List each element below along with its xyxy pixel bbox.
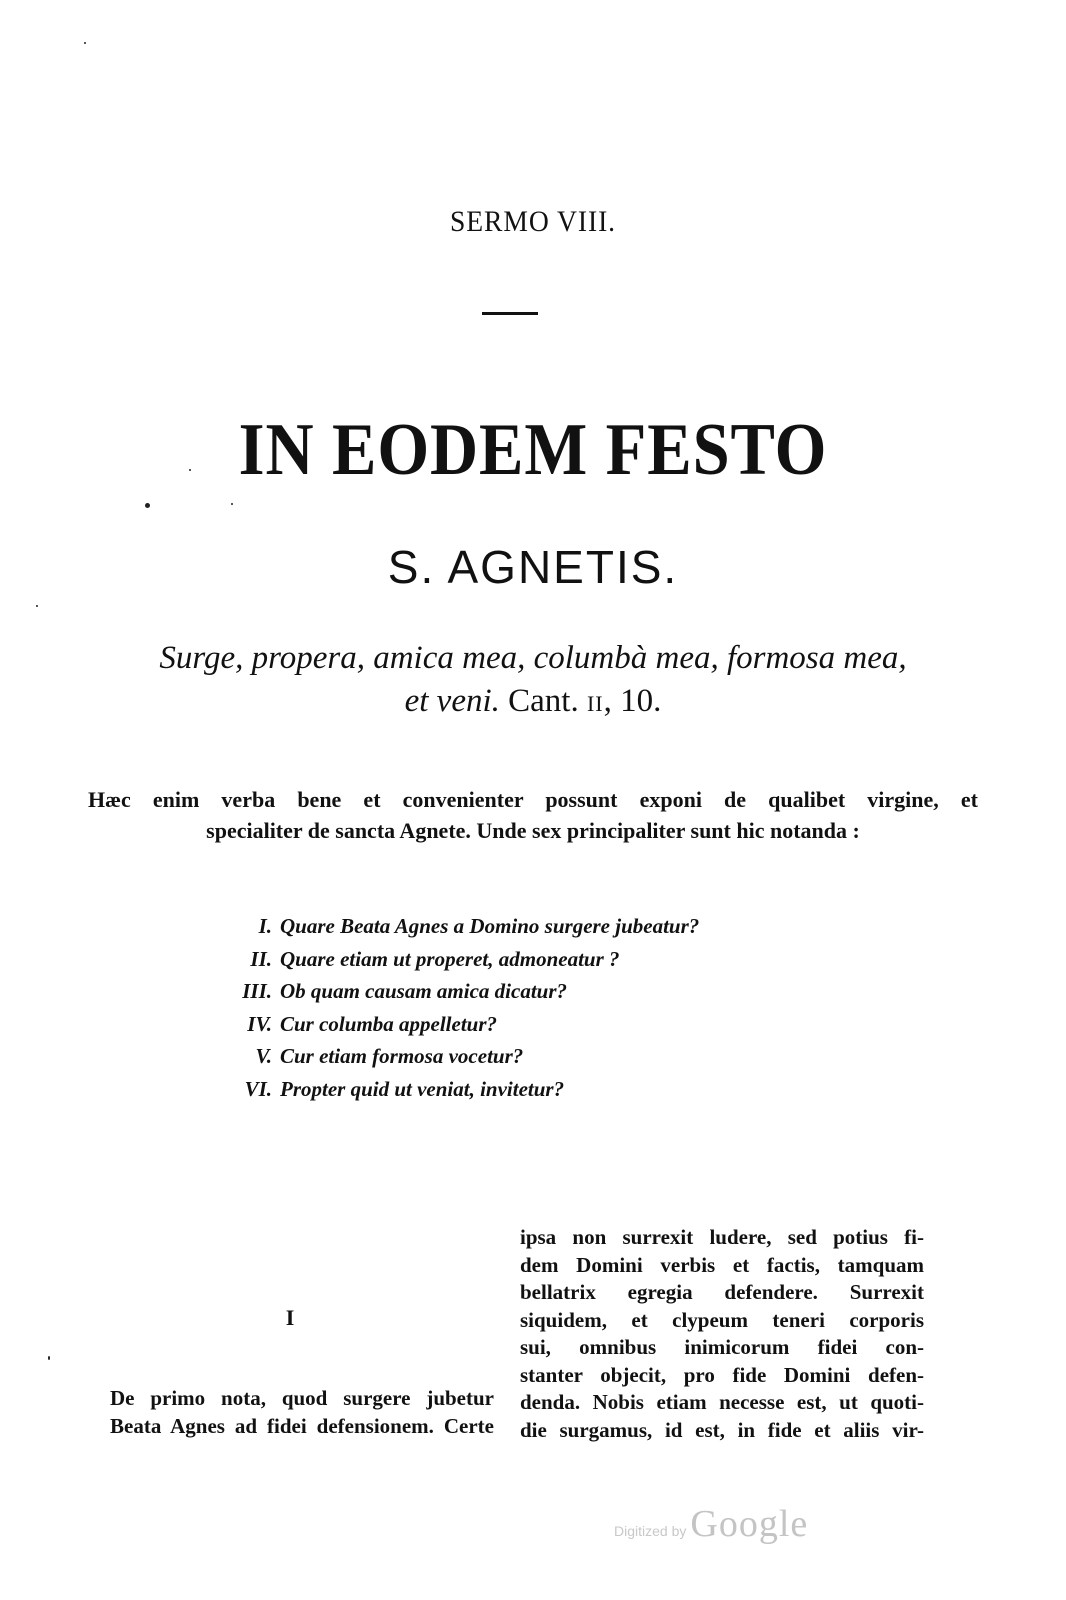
body-line: sui, omnibus inimicorum fidei con- [520, 1335, 924, 1359]
question-text: Cur columba appelletur? [280, 1011, 498, 1036]
question-numeral: IV. [247, 1011, 272, 1036]
question-list [200, 910, 699, 1105]
intro-line-1: Hæc enim verba bene et convenienter possunt exponi de qualibet virgine, et [88, 787, 978, 812]
question-item [200, 1073, 699, 1106]
page-title: IN EODEM FESTO [238, 409, 828, 491]
scan-speck [145, 503, 150, 508]
question-numeral: II. [250, 946, 272, 971]
question-item [200, 910, 699, 943]
section-number: I [285, 1305, 295, 1330]
body-line: denda. Nobis etiam necesse est, ut quoti- [520, 1390, 924, 1414]
title-rule [482, 312, 538, 315]
question-numeral: VI. [244, 1076, 272, 1101]
body-line: dem Domini verbis et factis, tamquam [520, 1252, 924, 1277]
digitization-watermark [614, 1502, 808, 1546]
question-text: Quare etiam ut properet, admoneatur ? [280, 946, 620, 971]
watermark-prefix: Digitized by [614, 1523, 687, 1539]
question-text: Cur etiam formosa vocetur? [280, 1044, 524, 1068]
verse-closing-words: et veni. [404, 683, 500, 719]
question-text: Ob quam causam amica dicatur? [280, 979, 568, 1003]
scan-speck [84, 42, 86, 44]
verse-line-2 [0, 683, 1066, 720]
body-line: die surgamus, id est, in fide et aliis vir- [520, 1417, 924, 1442]
verse-line-1: Surge, propera, amica mea, columbà mea, formosa mea, [159, 640, 907, 676]
body-line: bellatrix egregia defendere. Surrexit [520, 1280, 924, 1304]
verse-reference-suffix: , 10. [603, 683, 662, 719]
intro-line-2: specialiter de sancta Agnete. Unde sex principaliter sunt hic notanda : [206, 818, 860, 843]
left-column [110, 1385, 494, 1440]
question-numeral: III. [242, 979, 272, 1003]
body-line: ipsa non surrexit ludere, sed potius fi- [520, 1225, 924, 1249]
body-line: De primo nota, quod surgere jubetur [110, 1386, 494, 1410]
sermon-number: SERMO VIII. [449, 205, 617, 238]
question-numeral: V. [255, 1044, 272, 1068]
verse-reference-prefix: Cant. [508, 683, 579, 719]
question-text: Propter quid ut veniat, invitetur? [280, 1076, 565, 1101]
question-item [200, 1008, 699, 1041]
page-subtitle: S. AGNETIS. [387, 541, 679, 593]
body-line: siquidem, et clypeum teneri corporis [520, 1307, 924, 1332]
question-item [200, 975, 699, 1008]
body-line: Beata Agnes ad fidei defensionem. Certe [110, 1413, 494, 1438]
right-column [520, 1224, 924, 1444]
google-logo: Google [690, 1503, 809, 1545]
question-item [200, 943, 699, 976]
verse-reference-chapter: II [586, 691, 604, 716]
scan-speck [48, 1356, 50, 1360]
question-text: Quare Beata Agnes a Domino surgere jubeatur? [280, 914, 700, 938]
question-numeral: I. [258, 914, 272, 938]
question-item [200, 1040, 699, 1073]
body-line: stanter objecit, pro fide Domini defen- [520, 1362, 924, 1387]
scan-speck [231, 503, 233, 505]
scan-speck [36, 605, 38, 607]
